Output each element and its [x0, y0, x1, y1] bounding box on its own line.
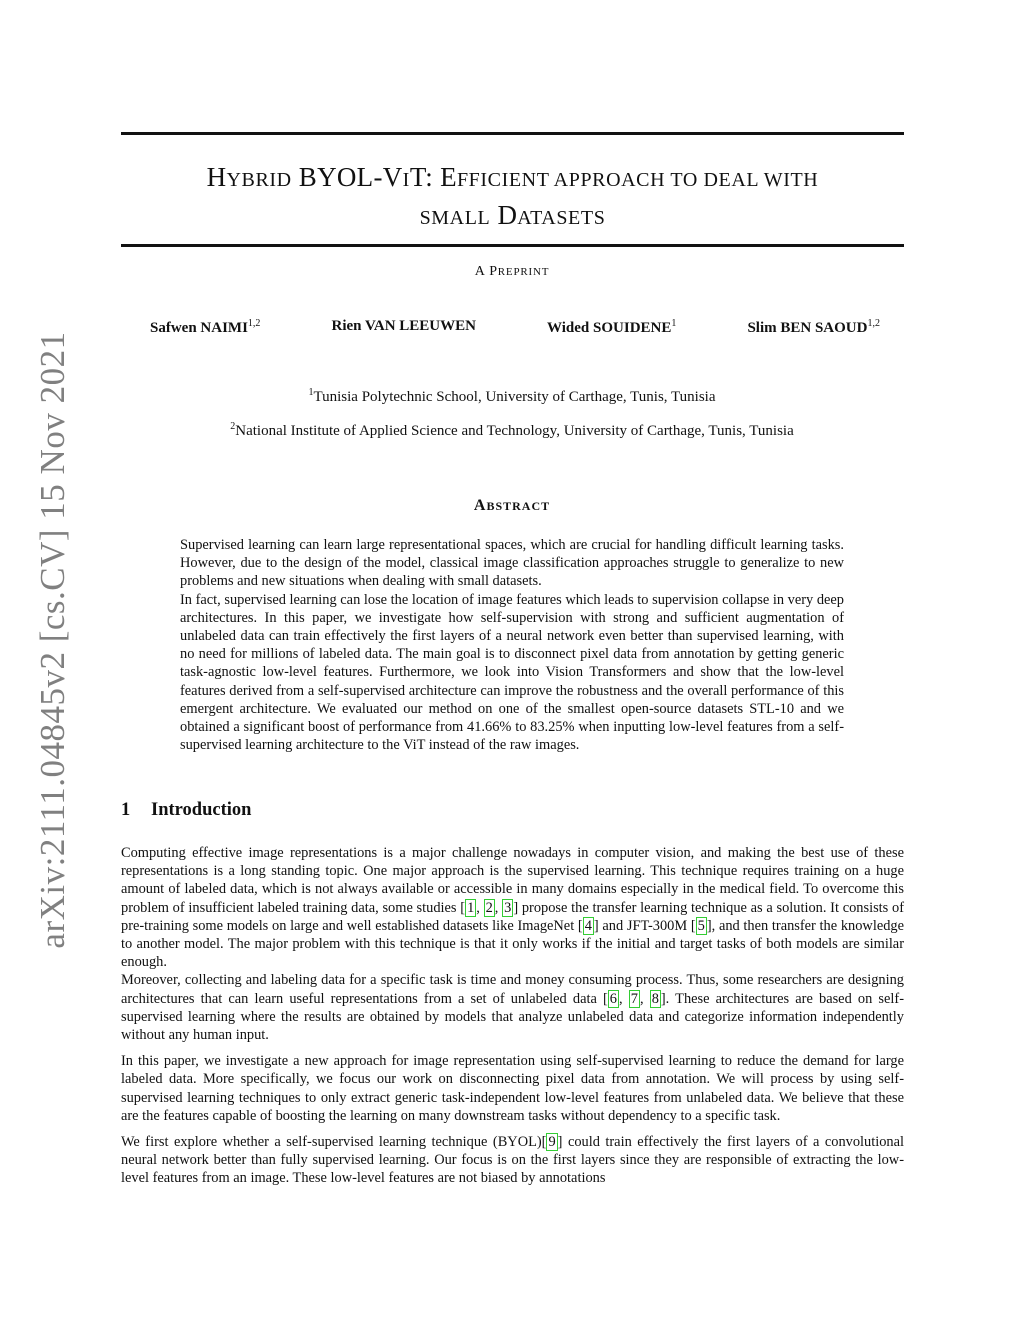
author: Safwen NAIMI$^{1,2}$ — [150, 318, 261, 336]
arxiv-sidebar-id: arXiv:2111.04845v2 [cs.CV] 15 Nov 2021 — [33, 331, 72, 949]
author-list — [150, 318, 880, 337]
affiliation-1: $^1$Tunisia Polytechnic School, University of Carthage, Tunis, Tunisia — [308, 387, 716, 405]
body-paragraph: Moreover, collecting and labeling data for a specific task is time and money consuming process. Thus, some researchers are designing architectures that can learn useful representations from a set of unlabeled data [ 6 , 7 , 8 ]. These architectures are based on self-supervised learning where the results are obtained by models that analyze unlabeled data and categorize information independently without any human input. — [121, 972, 905, 1044]
preprint-label: A PREPRINT — [474, 264, 550, 279]
abstract-text — [180, 536, 844, 754]
citation-link[interactable]: 2 — [485, 899, 493, 916]
title-bottom-rule — [121, 244, 904, 247]
citation-link[interactable]: 7 — [630, 990, 638, 1007]
body-paragraph: In this paper, we investigate a new approach for image representation using self-supervised learning to reduce the demand for large labeled data. More specifically, we focus our work on disconnecting pixel data from annotation. We will process by using self-supervised learning techniques to only extract generic task-independent low-level features from unlabeled data. We believe that these are the features capable of boosting the learning on many downstream tasks without dependency to a specific task. — [121, 1053, 904, 1124]
citation-link[interactable]: 4 — [584, 917, 592, 934]
body-paragraph: We first explore whether a self-supervised learning technique (BYOL)[ 9 ] could train effectively the first layers of a convolutional neural network better than fully supervised learning. Our focus is on the first layers since they are responsible of extracting the low-level features from an image. These low-level features are not biased by annotations — [121, 1134, 904, 1187]
citation-link[interactable]: 9 — [548, 1134, 556, 1151]
body-paragraph: Computing effective image representations is a major challenge nowadays in computer vision, and making the best use of these representations is a long standing topic. One major approach is the supervised learning. This technique requires training on a huge amount of labeled data, which is not always available or accessible in many domains especially in the medical field. To overcome this problem of insufficient labeled training data, some studies [ 1 , 2 , 3 ] propose the transfer learning technique as a solution. It consists of pre-training some models on large and well established datasets like ImageNet [ 4 ] and JFT-300M [ 5 ], and then transfer the knowledge to another model. The major problem with this technique is that it only works if the initial and target tasks of both models are similar enough. — [121, 845, 904, 971]
citation-link[interactable]: 3 — [504, 899, 512, 916]
section-heading-introduction: 1 Introduction — [121, 800, 252, 820]
abstract-paragraph: Supervised learning can learn large representational spaces, which are crucial for handling difficult learning tasks. However, due to the design of the model, classical image classification approaches struggle to generalize to new problems and new situations when dealing with small datasets. — [180, 537, 844, 590]
citation-link[interactable]: 5 — [697, 917, 705, 934]
abstract-heading: ABSTRACT — [473, 497, 551, 514]
paper-title: HYBRID BYOL-VIT: EFFICIENT APPROACH TO DEAL WITH SMALL DATASETS — [206, 162, 819, 230]
author: Wided SOUIDENE$^1$ — [547, 318, 677, 336]
author: Rien VAN LEEUWEN — [331, 318, 476, 334]
author: Slim BEN SAOUD$^{1,2}$ — [747, 318, 880, 336]
citation-link[interactable]: 8 — [651, 990, 659, 1007]
affiliation-2: $^2$National Institute of Applied Science and Technology, University of Carthage, Tunis, Tunisia — [230, 421, 794, 439]
citation-link[interactable]: 1 — [467, 899, 475, 916]
citation-link[interactable]: 6 — [609, 990, 617, 1007]
title-top-rule — [121, 132, 904, 135]
abstract-paragraph: In fact, supervised learning can lose the location of image features which leads to supervision collapse in very deep architectures. In this paper, we investigate how self-supervision with strong and sufficient augmentation of unlabeled data can train effectively the first layers of a neural network even better than supervised learning, with no need for millions of labeled data. The main goal is to disconnect pixel data from annotation by getting generic task-agnostic low-level features. Furthermore, we look into Vision Transformers and show that the low-level features derived from a self-supervised architecture can improve the robustness and the overall performance of this emergent architecture. We evaluated our method on one of the smallest open-source datasets STL-10 and we obtained a significant boost of performance from 41.66% to 83.25% when inputting low-level features from a self-supervised learning architecture to the ViT instead of the raw images. — [180, 591, 844, 754]
introduction-body — [121, 844, 904, 1188]
